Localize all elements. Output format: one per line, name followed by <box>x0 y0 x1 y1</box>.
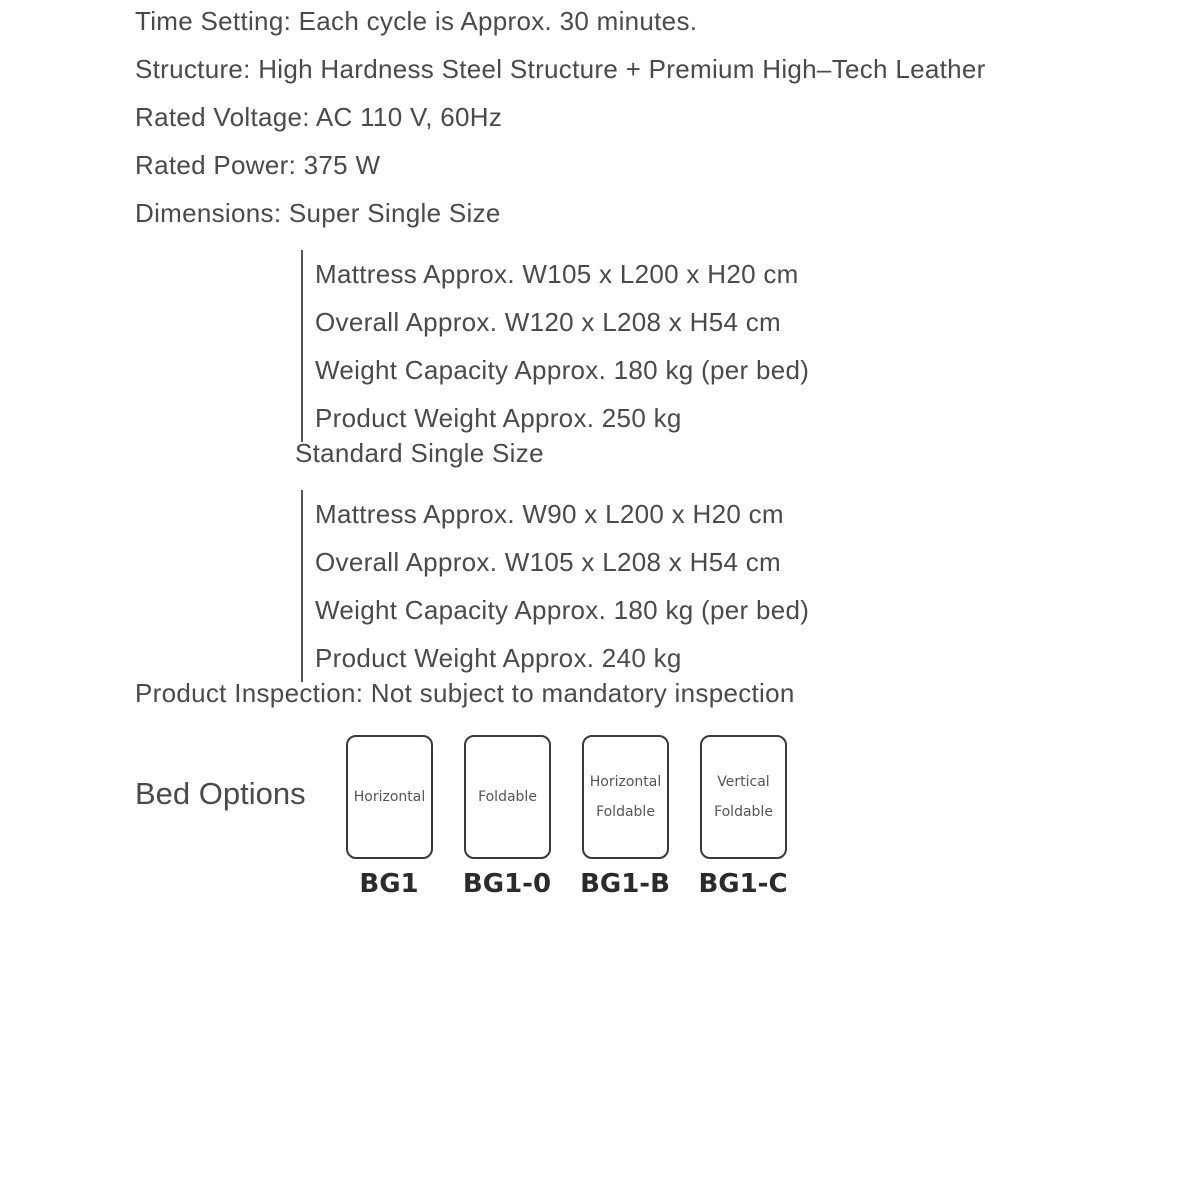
bed-option-card-bg1-c <box>700 735 787 859</box>
super-single-product-weight: Product Weight Approx. 250 kg <box>315 403 682 433</box>
spec-rated-voltage: Rated Voltage: AC 110 V, 60Hz <box>135 102 503 132</box>
bed-option-card-line: Vertical <box>717 774 770 790</box>
bed-option-card-bg1 <box>346 735 433 859</box>
standard-single-mattress: Mattress Approx. W90 x L200 x H20 cm <box>315 499 784 529</box>
spec-rated-power: Rated Power: 375 W <box>135 150 381 180</box>
super-single-overall: Overall Approx. W120 x L208 x H54 cm <box>315 307 782 337</box>
spec-dimensions-label: Dimensions: Super Single Size <box>135 198 501 228</box>
standard-single-overall: Overall Approx. W105 x L208 x H54 cm <box>315 547 782 577</box>
spec-structure: Structure: High Hardness Steel Structure + Premium High–Tech Leather <box>135 54 986 84</box>
spec-time-setting: Time Setting: Each cycle is Approx. 30 minutes. <box>135 6 698 36</box>
standard-single-title: Standard Single Size <box>295 438 544 468</box>
bed-option-code-bg1-c: BG1-C <box>698 869 788 899</box>
bed-option-card-bg1-0 <box>464 735 551 859</box>
standard-single-product-weight: Product Weight Approx. 240 kg <box>315 643 682 673</box>
spec-product-inspection: Product Inspection: Not subject to mandatory inspection <box>135 678 795 708</box>
super-single-specs <box>301 250 809 442</box>
standard-single-weight-capacity: Weight Capacity Approx. 180 kg (per bed) <box>315 595 810 625</box>
bed-option-code-bg1-b: BG1-B <box>580 869 670 899</box>
bed-option-card-line: Foldable <box>478 789 537 805</box>
bed-options-title: Bed Options <box>135 776 306 811</box>
bed-option-code-bg1-0: BG1-0 <box>462 869 552 899</box>
bed-option-card-line: Foldable <box>596 804 655 820</box>
bed-option-card-line: Horizontal <box>589 774 662 790</box>
bed-option-card-bg1-b <box>582 735 669 859</box>
bed-option-card-line: Horizontal <box>353 789 426 805</box>
super-single-mattress: Mattress Approx. W105 x L200 x H20 cm <box>315 259 799 289</box>
bed-option-code-bg1: BG1 <box>359 869 419 899</box>
standard-single-specs <box>301 490 809 682</box>
super-single-weight-capacity: Weight Capacity Approx. 180 kg (per bed) <box>315 355 810 385</box>
bed-option-card-line: Foldable <box>714 804 773 820</box>
